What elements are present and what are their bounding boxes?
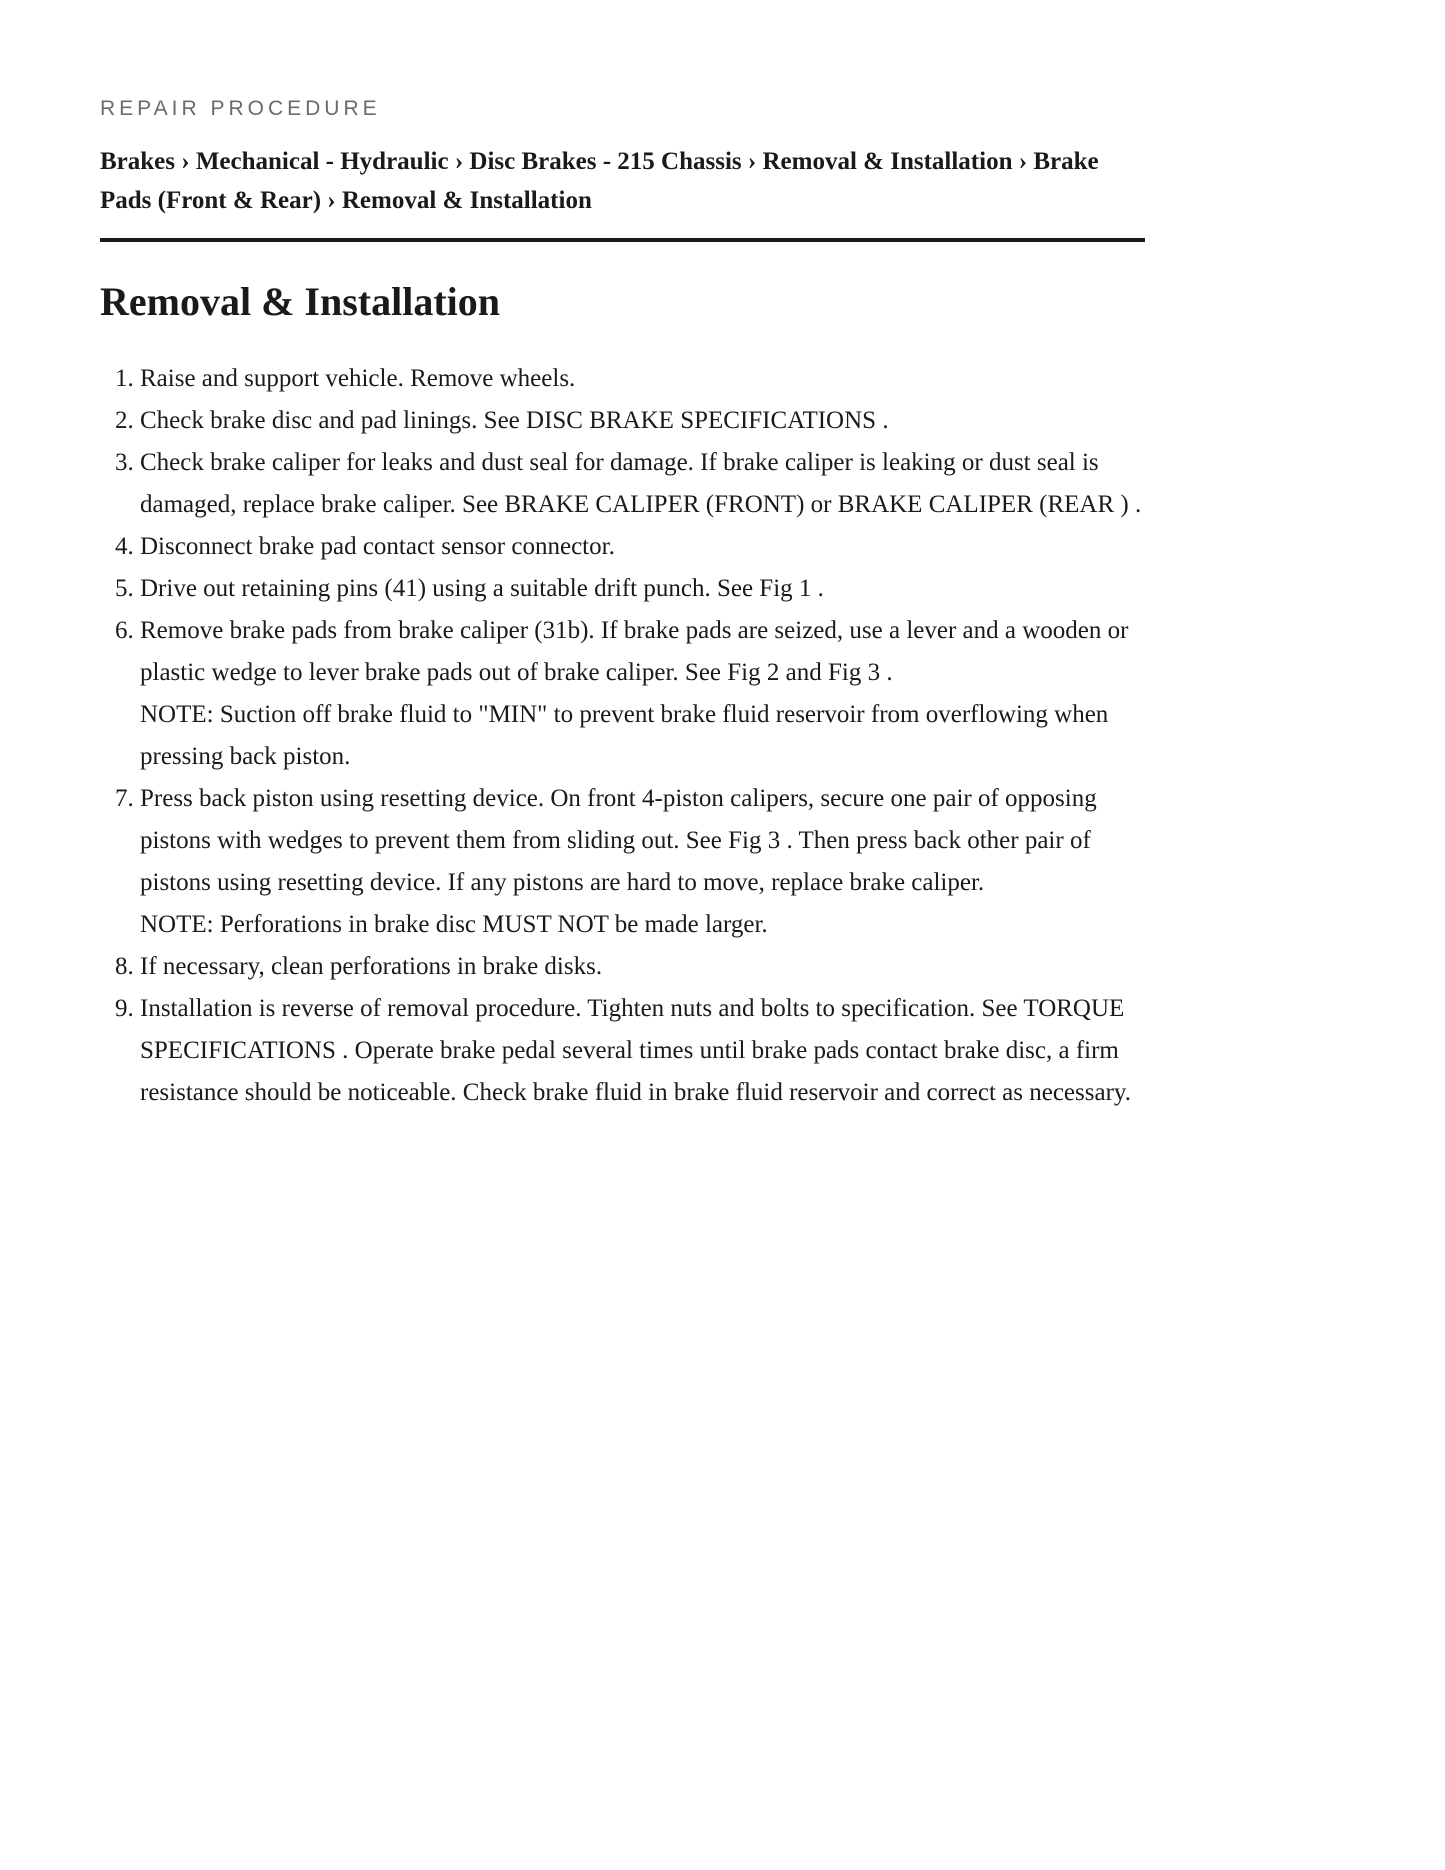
step-text: Check brake caliper for leaks and dust seal for damage. If brake caliper is leaking or dust seal is damaged, replace brake caliper. See BRAKE CALIPER (FRONT) or BRAKE CALIPER (REAR ) .	[140, 449, 1142, 518]
procedure-step	[140, 568, 1145, 610]
procedure-step	[140, 400, 1145, 442]
breadcrumb-separator: ›	[181, 148, 190, 175]
breadcrumb-item[interactable]: Disc Brakes - 215 Chassis	[469, 148, 742, 175]
breadcrumb-item[interactable]: Removal & Installation	[762, 148, 1013, 175]
procedure-step	[140, 358, 1145, 400]
procedure-type-label: REPAIR PROCEDURE	[100, 97, 381, 120]
step-text: Installation is reverse of removal procedure. Tighten nuts and bolts to specification. See TORQUE SPECIFICATIONS . Operate brake pedal several times until brake pads contact brake disc, a firm resistance should be noticeable. Check brake fluid in brake fluid reservoir and correct as necessary.	[140, 995, 1132, 1106]
breadcrumb	[100, 142, 1145, 220]
breadcrumb-item-current: Removal & Installation	[341, 187, 592, 214]
step-text: Remove brake pads from brake caliper (31b). If brake pads are seized, use a lever and a wooden or plastic wedge to lever brake pads out of brake caliper. See Fig 2 and Fig 3 .	[140, 617, 1129, 686]
step-text: Press back piston using resetting device. On front 4-piston calipers, secure one pair of opposing pistons with wedges to prevent them from sliding out. See Fig 3 . Then press back other pair of pistons using resetting device. If any pistons are hard to move, replace brake caliper.	[140, 785, 1097, 896]
procedure-step	[140, 442, 1145, 526]
procedure-step	[140, 988, 1145, 1114]
breadcrumb-item[interactable]: Brakes	[100, 148, 175, 175]
step-text: Check brake disc and pad linings. See DISC BRAKE SPECIFICATIONS .	[140, 407, 889, 434]
procedure-step	[140, 778, 1145, 946]
step-text: Drive out retaining pins (41) using a suitable drift punch. See Fig 1 .	[140, 575, 824, 602]
page-title: Removal & Installation	[100, 279, 500, 324]
breadcrumb-separator: ›	[327, 187, 336, 214]
step-note: NOTE: Suction off brake fluid to "MIN" to prevent brake fluid reservoir from overflowing when pressing back piston.	[140, 701, 1109, 770]
step-text: If necessary, clean perforations in brake disks.	[140, 953, 603, 980]
breadcrumb-separator: ›	[1018, 148, 1028, 175]
procedure-step	[140, 946, 1145, 988]
breadcrumb-separator: ›	[454, 148, 464, 175]
header-divider	[100, 238, 1145, 242]
step-text: Disconnect brake pad contact sensor connector.	[140, 533, 615, 560]
breadcrumb-item[interactable]: Mechanical - Hydraulic	[195, 148, 449, 175]
step-text: Raise and support vehicle. Remove wheels.	[140, 365, 576, 392]
step-note: NOTE: Perforations in brake disc MUST NOT be made larger.	[140, 911, 768, 938]
breadcrumb-item[interactable]: Brake Pads (Front & Rear)	[100, 148, 1099, 214]
procedure-step	[140, 526, 1145, 568]
procedure-steps	[100, 358, 1145, 1114]
breadcrumb-separator: ›	[747, 148, 757, 175]
procedure-step	[140, 610, 1145, 778]
